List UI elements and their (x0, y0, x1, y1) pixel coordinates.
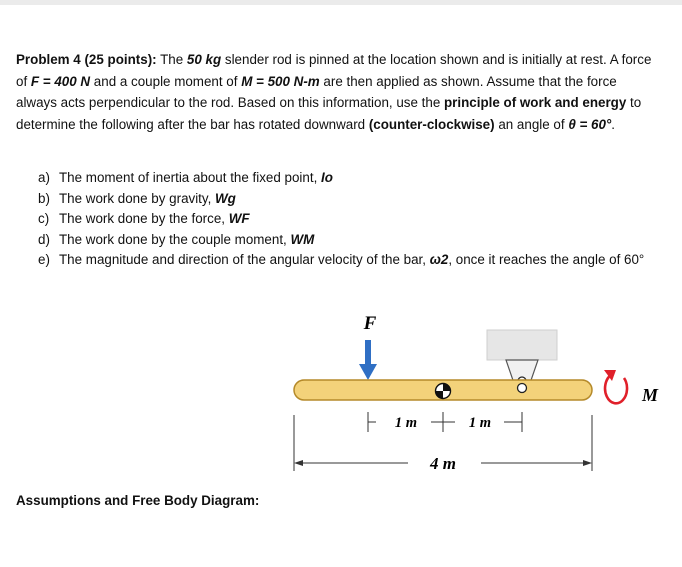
dim-arrow-right (583, 460, 592, 466)
direction-text: (counter-clockwise) (368, 116, 495, 132)
question-label: d) (38, 231, 50, 247)
text-segment: to determine the following after the bar has rotated downward (16, 95, 642, 132)
question-symbol: WM (290, 231, 315, 247)
assumptions-heading: Assumptions and Free Body Diagram: (16, 493, 260, 508)
dim-arrow-left (294, 460, 303, 466)
question-text: The work done by gravity, (59, 190, 216, 206)
force-value: F = 400 N (30, 73, 91, 89)
principle-text: principle of work and energy (444, 95, 627, 110)
dim-label-2: 1 m (468, 415, 492, 431)
support-block (487, 330, 557, 360)
question-symbol: WF (228, 211, 250, 226)
question-label: c) (38, 211, 50, 226)
question-label: e) (38, 252, 50, 267)
text-segment: are then applied as shown. Assume that the force always acts perpendicular to the rod. Based on this information, use the (16, 73, 617, 110)
mass-value: 50 kg (186, 52, 222, 67)
moment-value: M = 500 N-m (241, 73, 320, 89)
dim-label-total: 4 m (430, 454, 456, 473)
text-segment: . (611, 116, 616, 132)
center-of-mass-icon (436, 384, 451, 399)
moment-label: M (641, 385, 659, 405)
text-segment: an angle of (494, 116, 569, 132)
force-label: F (363, 313, 377, 334)
question-label: b) (38, 190, 50, 206)
force-arrow-shaft (365, 340, 371, 366)
pin-joint-front (518, 384, 527, 393)
text-segment: slender rod is pinned at the location shown and is initially at rest. A force of (16, 52, 652, 89)
question-text: The work done by the force, (59, 211, 229, 226)
question-symbol: Io (321, 170, 333, 185)
text-segment: The (156, 52, 187, 67)
force-arrow (359, 340, 377, 380)
question-symbol: ω2 (429, 252, 449, 267)
question-label: a) (38, 170, 50, 185)
text-segment: and a couple moment of (90, 73, 242, 89)
angle-value: θ = 60° (568, 116, 612, 132)
question-text: The magnitude and direction of the angular velocity of the bar, (59, 252, 430, 267)
question-text: The moment of inertia about the fixed point, (59, 170, 322, 185)
force-arrow-head (359, 364, 377, 380)
short-dimension-line (368, 412, 522, 432)
dim-label-1: 1 m (394, 415, 418, 431)
question-symbol: Wg (215, 190, 236, 206)
question-text-tail: , once it reaches the angle of 60° (448, 252, 645, 267)
couple-moment-icon (604, 370, 627, 403)
problem-title: Problem 4 (25 points): (16, 52, 157, 67)
question-text: The work done by the couple moment, (59, 231, 291, 247)
